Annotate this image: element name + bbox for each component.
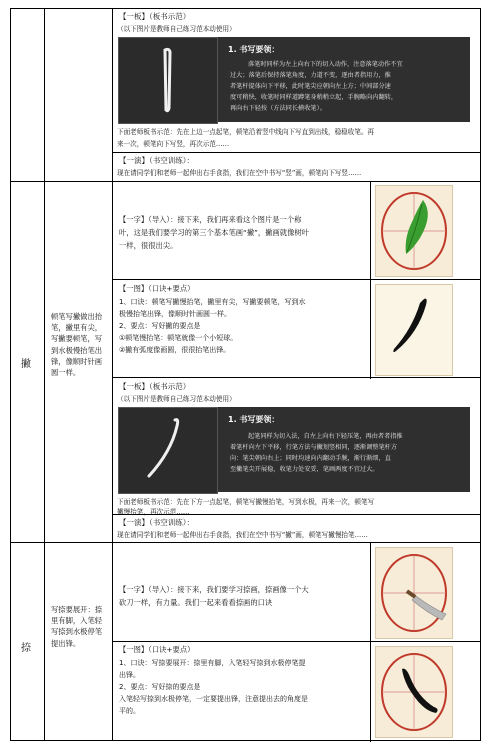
stroke-label-pie: 撇 — [21, 359, 31, 370]
col-divider-1 — [44, 9, 45, 740]
pie-yitu-heading: 【一图】（口诀+要点） — [119, 284, 195, 293]
shu-board-line-4: 再向右下轻按（方法同长横收笔）。 — [230, 105, 326, 112]
shu-banshu-heading: 【一板】（板书示范） — [119, 12, 191, 21]
img-col-divider-na — [370, 542, 371, 742]
brush-stroke-pie-image — [119, 408, 217, 493]
col-divider-2 — [112, 9, 113, 740]
pie-yitu-l3: 2、要点：写好撇的要点是 — [119, 322, 201, 330]
pie-board-line-2: 向：笔尖朝向右上；同时均速向内翻动手腕，渐行渐细，直 — [230, 455, 391, 462]
row-divider-pie — [11, 181, 480, 182]
stroke-pie-image — [375, 284, 453, 376]
shu-board-line-3: 度可稍快，收笔时同样道蹲笔身稍稍立起，手腕略向内翻转， — [230, 94, 398, 101]
pie-banshu-heading: 【一板】（板书示范） — [119, 382, 191, 391]
row-divider-na — [11, 542, 480, 543]
pie-yitu-l4: ①顿笔慢抬笔：顿笔就像一个小短球。 — [119, 334, 238, 342]
na-description: 写捺要展开：捺里有脚，入笔轻写捺到水极停笔提出锋。 — [51, 605, 103, 648]
stroke-na-image — [375, 646, 453, 738]
shu-kongshu-text: 现在请同学们和老师一起伸出右手食指，我们在空中书写“竖”画，顿笔向下写竖…… — [117, 169, 362, 177]
stroke-label-na: 捺 — [21, 643, 31, 654]
pie-board-title: 1. 书写要领： — [228, 415, 280, 424]
na-yitu-l2: 出锋。 — [119, 671, 140, 679]
sub-divider-na-1 — [112, 641, 480, 642]
na-yitu-l4: 入笔轻写捺到水极停笔，一定要提出锋，注意提出去的角度是 — [119, 695, 308, 703]
pie-board-line-3: 至撇笔尖开展稳，收笔力处安妥，笔画两度不宜过大。 — [230, 466, 379, 473]
na-yitu-l3: 2、要点：写好捺的要点是 — [119, 683, 201, 691]
pie-yizi-heading: 【一字】（导入）：接下来，我们再来看这个图片是一个称 — [119, 215, 302, 224]
na-yitu-l1: 1、口诀：写捺要展开：捺里有脚，入笔轻写捺到水极停笔提 — [119, 659, 306, 667]
pie-yizi-line3: 一样，很很出尖。 — [119, 241, 178, 250]
pie-board-line-1: 着笔杆向左下平移，行笔方法与撇划竖相同，逐渐调整笔杆方 — [230, 444, 398, 451]
sub-divider-shu-1 — [112, 152, 480, 153]
pie-yitu-l2: 极慢抬笔出锋，像顺时针画圆一样。 — [119, 310, 231, 318]
shu-banshu-sub: （以下图片是教师自己练习范本动使用） — [117, 25, 236, 33]
pie-banshu-sub: （以下图片是教师自己练习范本动使用） — [117, 395, 236, 403]
na-yizi-line2: 砍刀一样，有力量。我们一起来看看捺画的口诀 — [119, 598, 273, 607]
pie-kongshu-text: 现在请同学们和老师一起伸出右手食指，我们在空中书写“撇”画，顿笔写撇慢抬笔…… — [117, 531, 368, 539]
na-yitu-l5: 平的。 — [119, 707, 140, 715]
pie-caption-1: 下面老师板书示范：先在下方一点起笔，顿笔写撇慢抬笔，写到水极，再来一次，顿笔写 — [117, 498, 375, 506]
na-yizi-heading: 【一字】（导入）：接下来，我们要学习捺画，捺画像一个大 — [119, 585, 309, 594]
sub-divider-pie-2 — [112, 377, 480, 378]
pie-stroke-thumbnail — [118, 407, 218, 494]
shu-stroke-thumbnail — [118, 37, 218, 124]
na-yitu-heading: 【一图】（口诀+要点） — [119, 645, 195, 654]
sub-divider-pie-1 — [112, 279, 480, 280]
brush-stroke-shu-image — [119, 38, 217, 123]
pie-caption-2: 撇慢抬笔，再次示范…… — [117, 508, 190, 516]
pie-blackboard — [218, 407, 470, 492]
pie-yitu-l5: ②撇有弧度像画圆，很很抬笔出锋。 — [119, 346, 231, 354]
shu-blackboard — [218, 37, 470, 122]
img-col-divider-pie — [370, 181, 371, 379]
leaf-pie-image — [375, 185, 453, 277]
shu-board-title: 1. 书写要领： — [228, 45, 280, 54]
knife-na-image — [375, 547, 453, 639]
pie-kongshu-heading: 【一演】（书空训练）： — [119, 518, 194, 527]
shu-board-line-2: 者笔杆提体向下平移，此时笔尖应朝向左上方；中间部分速 — [230, 83, 391, 90]
pie-yitu-l1: 1、口诀：顿笔写撇慢抬笔，撇里有尖，写撇要顿笔，写到水 — [119, 298, 306, 306]
shu-caption-2: 来一次，顿笔向下写竖，再次示范…… — [117, 140, 230, 148]
lesson-table — [10, 8, 481, 741]
pie-description: 顿笔写撇做出抬笔，撇里有尖，写撇要顿笔，写到水极慢抬笔出锋，像顺时针画圆一样。 — [51, 312, 103, 378]
pie-yizi-line2: 叶，这是我们要学习的第三个基本笔画“撇”，撇画就像树叶 — [119, 228, 309, 237]
shu-board-line-0: 落笔时同样为左上向右下的切入动作，注意落笔动作不宜 — [248, 61, 403, 68]
shu-caption-1: 下面老师板书示范：先在上边一点起笔，顿笔沿着竖中线向下写直到出线，稳稳收笔。再 — [117, 128, 375, 136]
pie-board-line-0: 起笔同样为切入法，自左上向右下轻压笔，再由者者指推 — [248, 433, 403, 440]
shu-kongshu-heading: 【一演】（书空训练）： — [119, 156, 194, 165]
shu-board-line-1: 过大；落笔后保持落笔角度，力道不变，逐由者指用力，推 — [230, 72, 391, 79]
